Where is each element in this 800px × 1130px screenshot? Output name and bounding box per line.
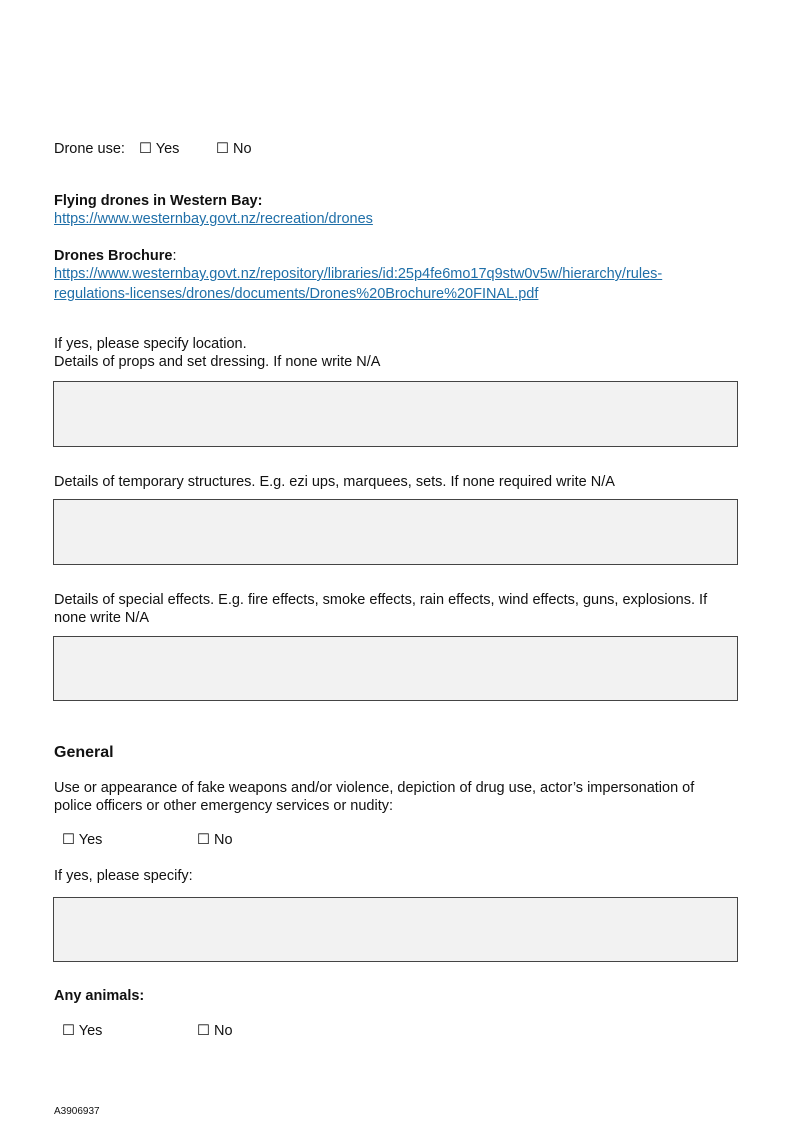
structures-field[interactable] bbox=[53, 499, 738, 565]
brochure-colon: : bbox=[172, 248, 177, 264]
brochure-link-line2[interactable]: regulations-licenses/drones/documents/Drones%20Brochure%20FINAL.pdf bbox=[54, 286, 539, 302]
general-question-line1: Use or appearance of fake weapons and/or violence, depiction of drug use, actor’s impersonation of bbox=[54, 780, 695, 796]
drone-yes-checkbox[interactable]: ☐ Yes bbox=[139, 141, 180, 157]
general-heading: General bbox=[54, 744, 114, 761]
props-prompt: Details of props and set dressing. If none write N/A bbox=[54, 354, 381, 370]
general-question-line2: police officers or other emergency services or nudity: bbox=[54, 798, 394, 814]
general-no-checkbox[interactable]: ☐ No bbox=[197, 832, 233, 848]
drone-no-checkbox[interactable]: ☐ No bbox=[216, 141, 252, 157]
effects-field[interactable] bbox=[53, 636, 738, 701]
general-yes-checkbox[interactable]: ☐ Yes bbox=[62, 832, 103, 848]
flying-drones-link[interactable]: https://www.westernbay.govt.nz/recreation/drones bbox=[54, 211, 373, 227]
animals-label: Any animals: bbox=[54, 988, 145, 1004]
general-specify-field[interactable] bbox=[53, 897, 738, 962]
effects-prompt-line1: Details of special effects. E.g. fire effects, smoke effects, rain effects, wind effects, guns, explosions. If bbox=[54, 592, 708, 608]
structures-prompt: Details of temporary structures. E.g. ezi ups, marquees, sets. If none required write N/A bbox=[54, 474, 615, 490]
general-specify-prompt: If yes, please specify: bbox=[54, 868, 193, 884]
brochure-heading: Drones Brochure bbox=[54, 248, 173, 264]
props-field[interactable] bbox=[53, 381, 738, 447]
animals-yes-checkbox[interactable]: ☐ Yes bbox=[62, 1023, 103, 1039]
drone-use-label: Drone use: bbox=[54, 141, 125, 157]
effects-prompt-line2: none write N/A bbox=[54, 610, 150, 626]
brochure-link-line1[interactable]: https://www.westernbay.govt.nz/repository/libraries/id:25p4fe6mo17q9stw0v5w/hierarchy/rules- bbox=[54, 266, 663, 282]
animals-no-checkbox[interactable]: ☐ No bbox=[197, 1023, 233, 1039]
location-prompt: If yes, please specify location. bbox=[54, 336, 247, 352]
footer-document-code: A3906937 bbox=[54, 1106, 100, 1117]
flying-drones-heading: Flying drones in Western Bay: bbox=[54, 193, 263, 209]
